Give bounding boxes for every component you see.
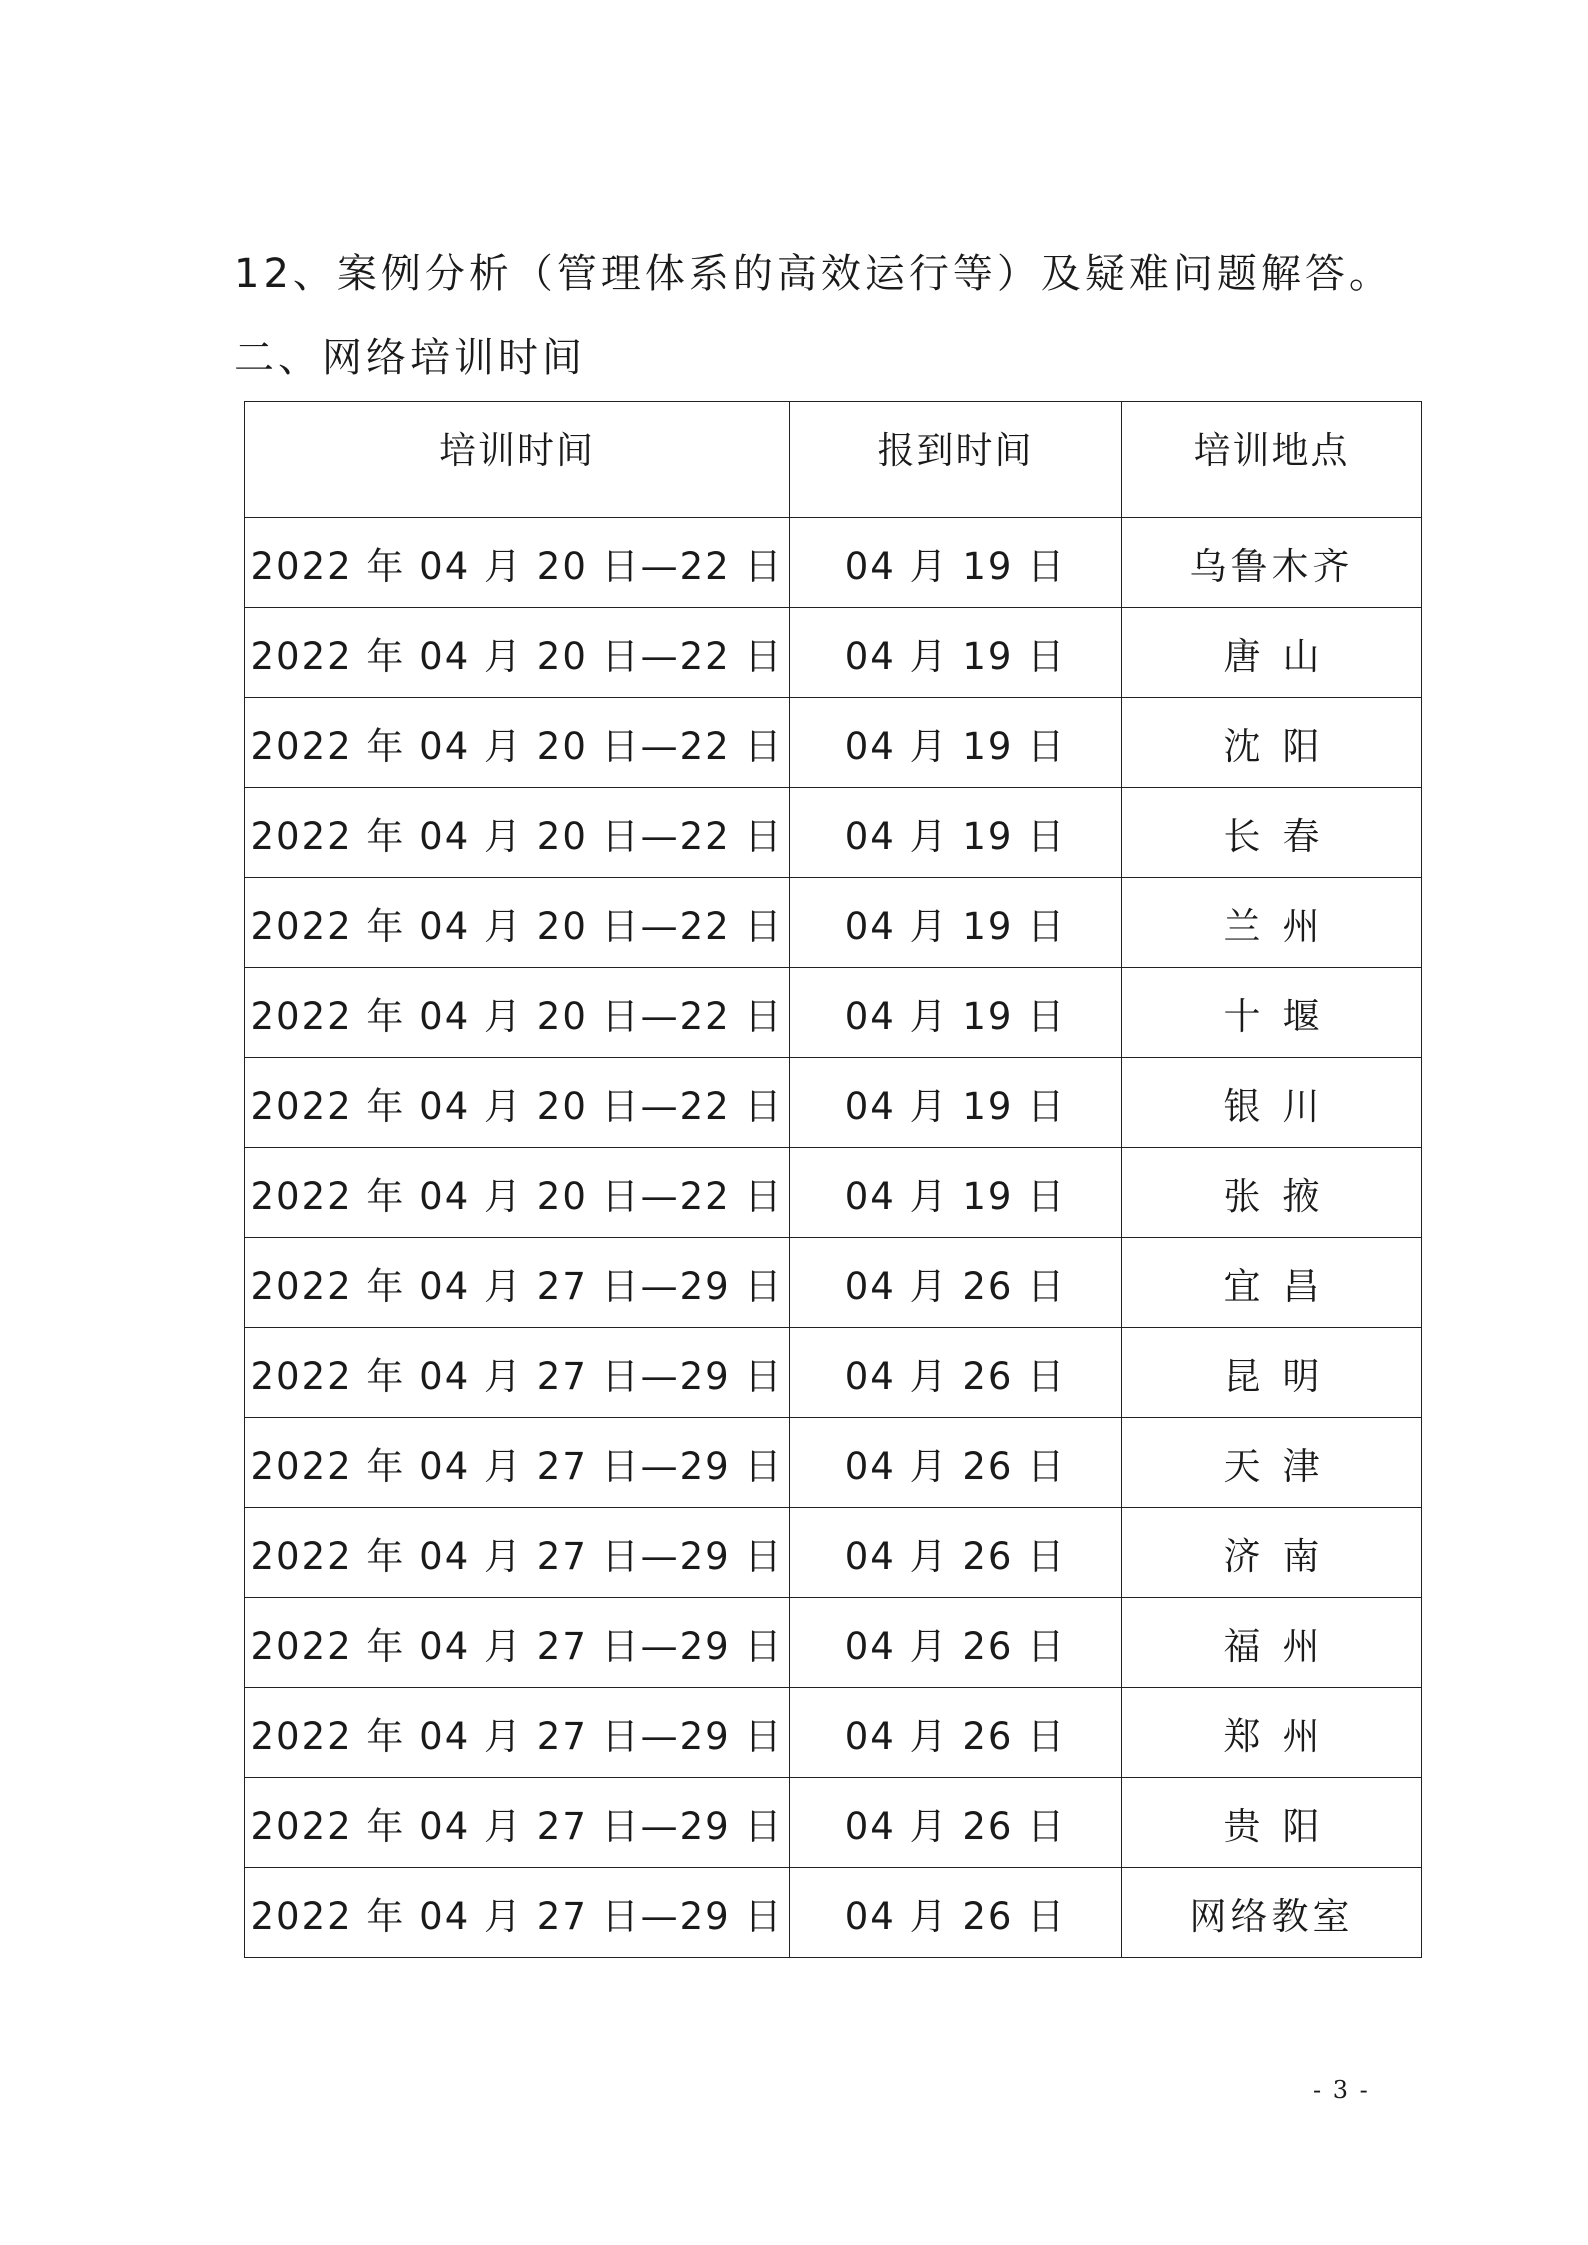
table-row bbox=[245, 1238, 1422, 1328]
cell-report-time: 04 月 26 日 bbox=[790, 1238, 1122, 1328]
cell-location: 昆明 bbox=[1122, 1328, 1422, 1418]
cell-training-time: 2022 年 04 月 27 日—29 日 bbox=[245, 1688, 790, 1778]
cell-training-time: 2022 年 04 月 20 日—22 日 bbox=[245, 878, 790, 968]
table-row bbox=[245, 1148, 1422, 1238]
cell-location: 网络教室 bbox=[1122, 1868, 1422, 1958]
cell-report-time: 04 月 19 日 bbox=[790, 1058, 1122, 1148]
table-row bbox=[245, 518, 1422, 608]
cell-report-time: 04 月 26 日 bbox=[790, 1328, 1122, 1418]
cell-training-time: 2022 年 04 月 20 日—22 日 bbox=[245, 608, 790, 698]
table-row bbox=[245, 1418, 1422, 1508]
cell-training-time: 2022 年 04 月 20 日—22 日 bbox=[245, 1148, 790, 1238]
cell-report-time: 04 月 19 日 bbox=[790, 608, 1122, 698]
table-row bbox=[245, 608, 1422, 698]
cell-report-time: 04 月 19 日 bbox=[790, 518, 1122, 608]
table-header-row bbox=[245, 402, 1422, 518]
cell-location: 银川 bbox=[1122, 1058, 1422, 1148]
table-row bbox=[245, 1058, 1422, 1148]
table-body bbox=[245, 518, 1422, 1958]
table-row bbox=[245, 1868, 1422, 1958]
table-row bbox=[245, 1328, 1422, 1418]
cell-training-time: 2022 年 04 月 27 日—29 日 bbox=[245, 1868, 790, 1958]
cell-report-time: 04 月 26 日 bbox=[790, 1688, 1122, 1778]
table-header bbox=[245, 402, 1422, 518]
cell-report-time: 04 月 26 日 bbox=[790, 1598, 1122, 1688]
cell-report-time: 04 月 19 日 bbox=[790, 878, 1122, 968]
cell-report-time: 04 月 19 日 bbox=[790, 968, 1122, 1058]
cell-report-time: 04 月 26 日 bbox=[790, 1868, 1122, 1958]
cell-training-time: 2022 年 04 月 20 日—22 日 bbox=[245, 788, 790, 878]
cell-location: 长春 bbox=[1122, 788, 1422, 878]
header-location: 培训地点 bbox=[1122, 402, 1422, 518]
table-row bbox=[245, 788, 1422, 878]
cell-report-time: 04 月 26 日 bbox=[790, 1778, 1122, 1868]
table-row bbox=[245, 1688, 1422, 1778]
cell-location: 乌鲁木齐 bbox=[1122, 518, 1422, 608]
cell-training-time: 2022 年 04 月 27 日—29 日 bbox=[245, 1328, 790, 1418]
cell-location: 济南 bbox=[1122, 1508, 1422, 1598]
cell-report-time: 04 月 19 日 bbox=[790, 1148, 1122, 1238]
table-row bbox=[245, 1778, 1422, 1868]
table-row bbox=[245, 1508, 1422, 1598]
cell-location: 郑州 bbox=[1122, 1688, 1422, 1778]
cell-location: 福州 bbox=[1122, 1598, 1422, 1688]
paragraph-item-12: 12、案例分析（管理体系的高效运行等）及疑难问题解答。 bbox=[234, 251, 1393, 297]
cell-training-time: 2022 年 04 月 27 日—29 日 bbox=[245, 1508, 790, 1598]
cell-report-time: 04 月 19 日 bbox=[790, 788, 1122, 878]
cell-location: 沈阳 bbox=[1122, 698, 1422, 788]
cell-location: 十堰 bbox=[1122, 968, 1422, 1058]
cell-location: 唐山 bbox=[1122, 608, 1422, 698]
cell-training-time: 2022 年 04 月 20 日—22 日 bbox=[245, 1058, 790, 1148]
cell-report-time: 04 月 19 日 bbox=[790, 698, 1122, 788]
table-row bbox=[245, 878, 1422, 968]
cell-training-time: 2022 年 04 月 20 日—22 日 bbox=[245, 518, 790, 608]
cell-report-time: 04 月 26 日 bbox=[790, 1418, 1122, 1508]
table-row bbox=[245, 1598, 1422, 1688]
cell-training-time: 2022 年 04 月 27 日—29 日 bbox=[245, 1778, 790, 1868]
page-number: - 3 - bbox=[1313, 2076, 1370, 2104]
cell-location: 张掖 bbox=[1122, 1148, 1422, 1238]
cell-location: 宜昌 bbox=[1122, 1238, 1422, 1328]
cell-training-time: 2022 年 04 月 20 日—22 日 bbox=[245, 968, 790, 1058]
cell-training-time: 2022 年 04 月 27 日—29 日 bbox=[245, 1418, 790, 1508]
section-heading-training-time: 二、网络培训时间 bbox=[234, 335, 586, 381]
cell-report-time: 04 月 26 日 bbox=[790, 1508, 1122, 1598]
table-row bbox=[245, 698, 1422, 788]
header-training-time: 培训时间 bbox=[245, 402, 790, 518]
cell-location: 天津 bbox=[1122, 1418, 1422, 1508]
cell-training-time: 2022 年 04 月 27 日—29 日 bbox=[245, 1238, 790, 1328]
cell-location: 兰州 bbox=[1122, 878, 1422, 968]
table-row bbox=[245, 968, 1422, 1058]
cell-training-time: 2022 年 04 月 27 日—29 日 bbox=[245, 1598, 790, 1688]
header-report-time: 报到时间 bbox=[790, 402, 1122, 518]
training-schedule-table bbox=[244, 401, 1422, 1958]
cell-location: 贵阳 bbox=[1122, 1778, 1422, 1868]
cell-training-time: 2022 年 04 月 20 日—22 日 bbox=[245, 698, 790, 788]
